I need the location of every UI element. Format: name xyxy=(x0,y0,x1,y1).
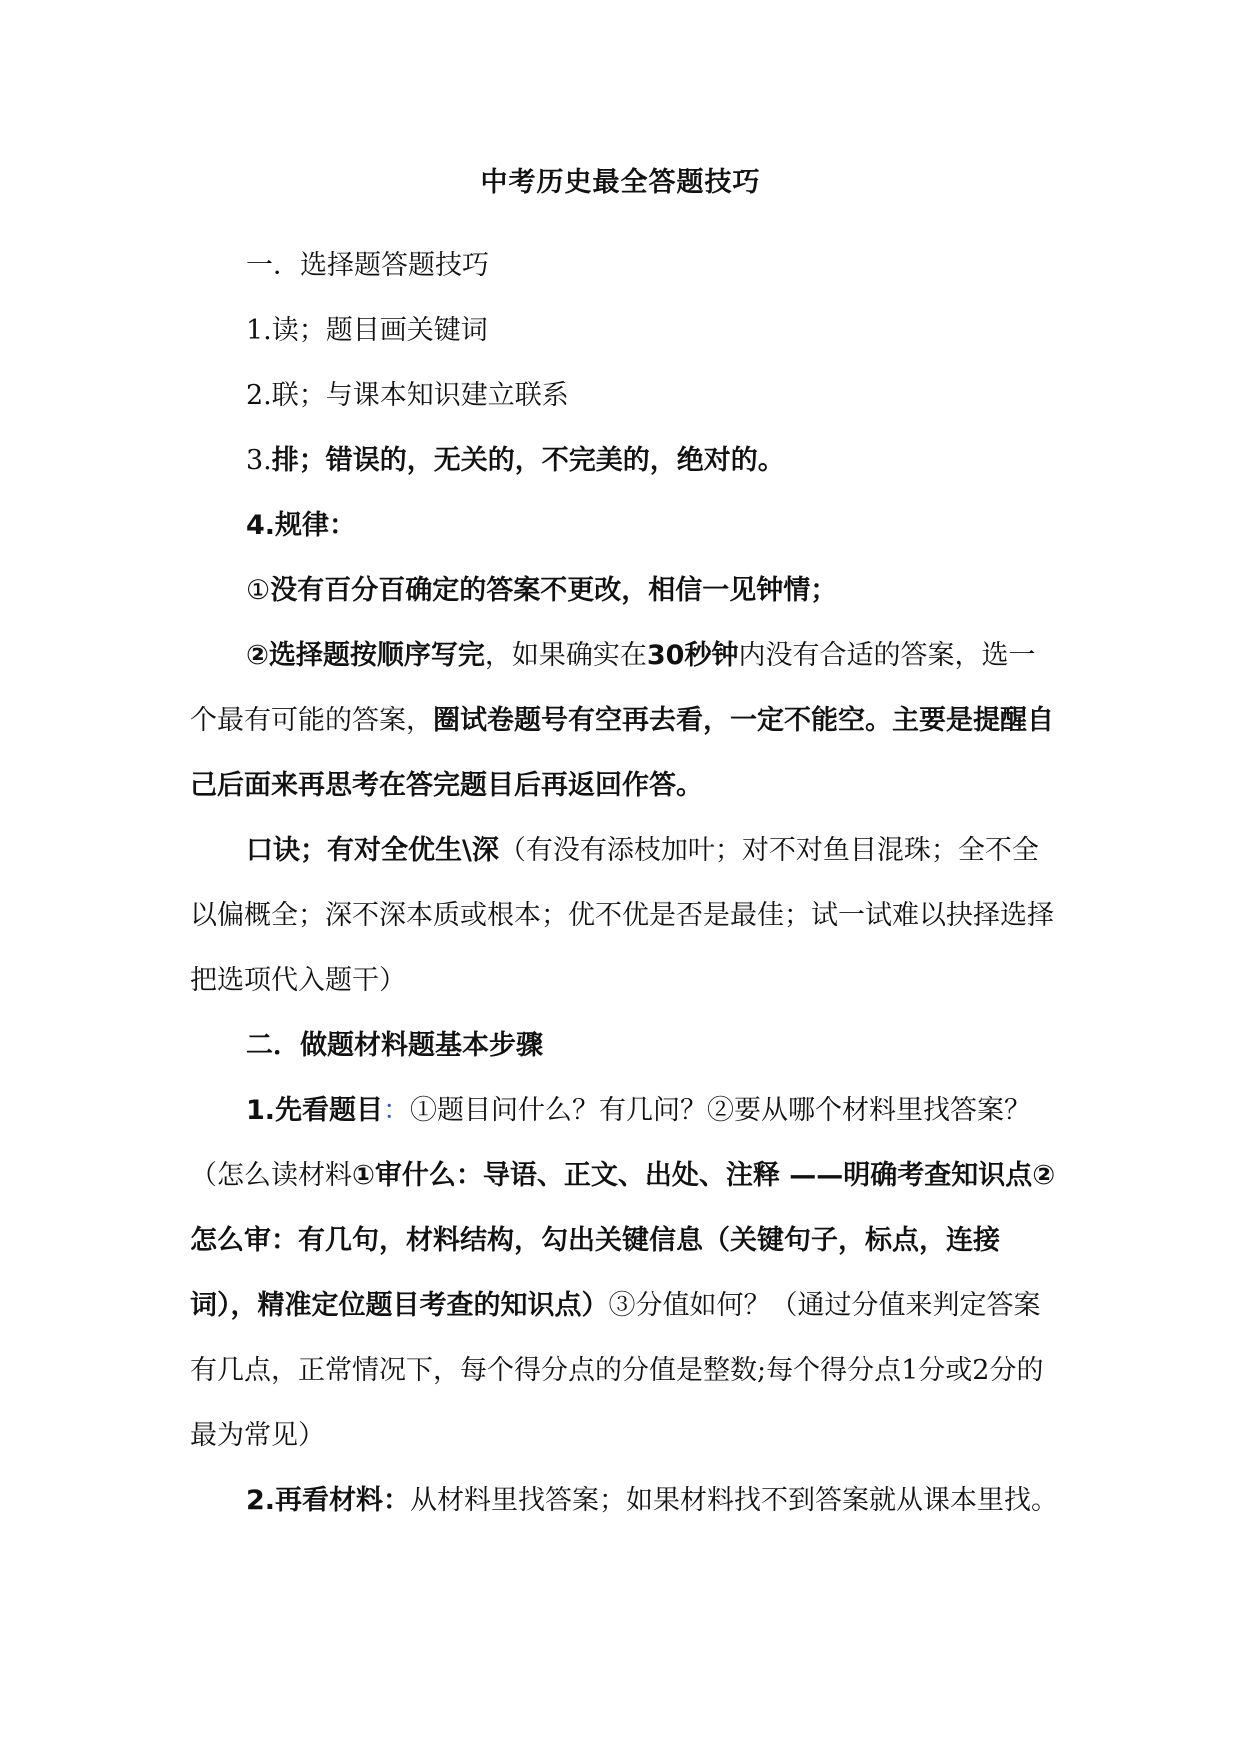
step1: 1.先看题目：①题目问什么？有几问？②要从哪个材料里找答案？（怎么读材料①审什么：导语、正文、出处、注释 ——明确考查知识点②怎么审：有几句，材料结构，勾出关键信息（关键句子，标点，连接词），精准定位题目考查的知识点）③分值如何？（通过分值来判定答案有几点，正常情况下，每个得分点的分值是整数;每个得分点1分或2分的最为常见） xyxy=(190,1095,1056,1451)
step2: 2.再看材料：从材料里找答案；如果材料找不到答案就从课本里找。 xyxy=(246,1485,1059,1516)
koujue: 口诀；有对全优生\深（有没有添枝加叶；对不对鱼目混珠；全不全以偏概全；深不深本质或根本；优不优是否是最佳；试一试难以抉择选择把选项代入题干） xyxy=(190,835,1054,996)
section2-heading: 二．做题材料题基本步骤 xyxy=(246,1030,543,1061)
section1-item1: 1.读；题目画关键词 xyxy=(246,315,488,346)
section1-item2: 2.联；与课本知识建立联系 xyxy=(246,380,569,411)
rule1: ①没有百分百确定的答案不更改，相信一见钟情； xyxy=(246,575,838,606)
section1-heading: 一．选择题答题技巧 xyxy=(246,250,489,281)
document-body xyxy=(190,233,1062,1533)
section1-item3: 3.排；错误的，无关的，不完美的，绝对的。 xyxy=(246,445,785,476)
document-title: 中考历史最全答题技巧 xyxy=(480,167,761,198)
rule2: ②选择题按顺序写完，如果确实在30秒钟内没有合适的答案，选一个最有可能的答案，圈试卷题号有空再去看，一定不能空。主要是提醒自己后面来再思考在答完题目后再返回作答。 xyxy=(190,640,1054,801)
section1-item4: 4.规律： xyxy=(246,510,357,541)
